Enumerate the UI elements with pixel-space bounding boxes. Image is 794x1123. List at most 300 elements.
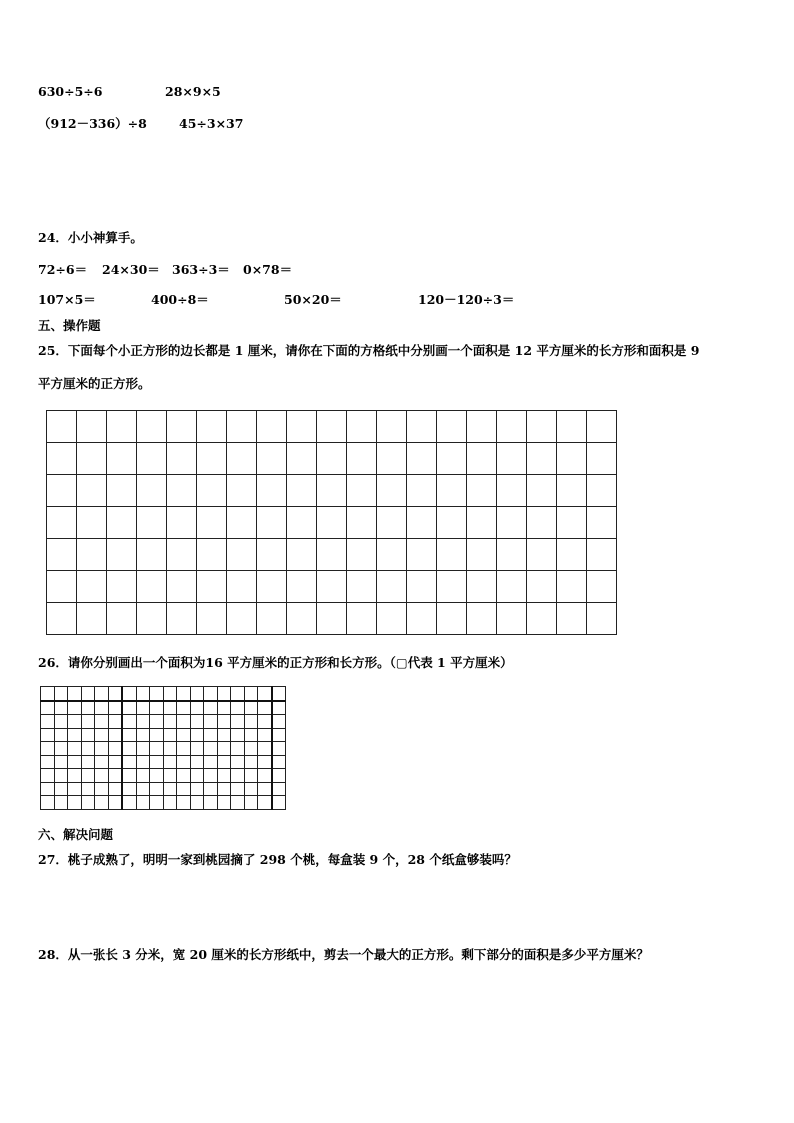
grid-cell[interactable] [244, 755, 258, 769]
grid-cell[interactable] [587, 443, 617, 475]
grid-cell[interactable] [107, 443, 137, 475]
grid-cell[interactable] [377, 571, 407, 603]
grid-cell[interactable] [150, 715, 164, 729]
grid-cell[interactable] [287, 411, 317, 443]
grid-cell[interactable] [190, 796, 204, 810]
grid-cell[interactable] [227, 475, 257, 507]
grid-cell[interactable] [347, 603, 377, 635]
grid-cell[interactable] [244, 796, 258, 810]
grid-cell[interactable] [163, 796, 177, 810]
grid-cell[interactable] [587, 539, 617, 571]
grid-cell[interactable] [107, 539, 137, 571]
grid-cell[interactable] [81, 728, 95, 742]
grid-cell[interactable] [136, 796, 150, 810]
grid-cell[interactable] [231, 715, 245, 729]
grid-cell[interactable] [107, 507, 137, 539]
grid-cell[interactable] [258, 742, 272, 756]
grid-cell[interactable] [287, 571, 317, 603]
q25-square-grid[interactable] [46, 410, 617, 635]
grid-cell[interactable] [95, 701, 109, 715]
grid-cell[interactable] [527, 475, 557, 507]
grid-cell[interactable] [122, 701, 136, 715]
grid-cell[interactable] [272, 715, 286, 729]
grid-cell[interactable] [68, 701, 82, 715]
grid-cell[interactable] [231, 796, 245, 810]
grid-cell[interactable] [287, 539, 317, 571]
grid-cell[interactable] [258, 796, 272, 810]
grid-cell[interactable] [227, 443, 257, 475]
grid-cell[interactable] [227, 603, 257, 635]
grid-cell[interactable] [527, 539, 557, 571]
grid-cell[interactable] [317, 603, 347, 635]
grid-cell[interactable] [317, 411, 347, 443]
grid-cell[interactable] [95, 796, 109, 810]
grid-cell[interactable] [68, 755, 82, 769]
grid-cell[interactable] [122, 742, 136, 756]
grid-cell[interactable] [137, 539, 167, 571]
grid-cell[interactable] [107, 411, 137, 443]
grid-cell[interactable] [347, 571, 377, 603]
grid-cell[interactable] [258, 715, 272, 729]
grid-cell[interactable] [407, 571, 437, 603]
grid-cell[interactable] [163, 728, 177, 742]
grid-cell[interactable] [81, 782, 95, 796]
grid-cell[interactable] [163, 742, 177, 756]
grid-cell[interactable] [204, 782, 218, 796]
grid-cell[interactable] [272, 742, 286, 756]
grid-cell[interactable] [108, 769, 122, 783]
grid-cell[interactable] [407, 475, 437, 507]
grid-cell[interactable] [54, 782, 68, 796]
grid-cell[interactable] [287, 443, 317, 475]
grid-cell[interactable] [467, 571, 497, 603]
grid-cell[interactable] [167, 571, 197, 603]
grid-cell[interactable] [244, 742, 258, 756]
grid-cell[interactable] [150, 782, 164, 796]
grid-cell[interactable] [437, 507, 467, 539]
grid-cell[interactable] [497, 571, 527, 603]
grid-cell[interactable] [272, 687, 286, 701]
grid-cell[interactable] [287, 507, 317, 539]
grid-cell[interactable] [527, 571, 557, 603]
grid-cell[interactable] [204, 715, 218, 729]
grid-cell[interactable] [557, 571, 587, 603]
grid-cell[interactable] [437, 539, 467, 571]
grid-cell[interactable] [122, 782, 136, 796]
grid-cell[interactable] [136, 742, 150, 756]
grid-cell[interactable] [287, 475, 317, 507]
grid-cell[interactable] [41, 755, 55, 769]
grid-cell[interactable] [257, 539, 287, 571]
grid-cell[interactable] [122, 687, 136, 701]
grid-cell[interactable] [437, 603, 467, 635]
grid-cell[interactable] [41, 769, 55, 783]
grid-cell[interactable] [68, 769, 82, 783]
grid-cell[interactable] [77, 443, 107, 475]
grid-cell[interactable] [257, 475, 287, 507]
grid-cell[interactable] [272, 769, 286, 783]
oral-calc-item: 400÷8＝ [151, 292, 209, 307]
grid-cell[interactable] [108, 742, 122, 756]
grid-cell[interactable] [231, 701, 245, 715]
grid-cell[interactable] [197, 571, 227, 603]
grid-cell[interactable] [437, 571, 467, 603]
grid-cell[interactable] [587, 475, 617, 507]
grid-cell[interactable] [54, 728, 68, 742]
grid-cell[interactable] [68, 687, 82, 701]
grid-cell[interactable] [258, 687, 272, 701]
grid-cell[interactable] [95, 755, 109, 769]
grid-cell[interactable] [227, 507, 257, 539]
q26-square-grid[interactable] [40, 686, 286, 810]
grid-cell[interactable] [122, 728, 136, 742]
grid-cell[interactable] [497, 603, 527, 635]
grid-cell[interactable] [377, 443, 407, 475]
grid-cell[interactable] [197, 603, 227, 635]
grid-cell[interactable] [122, 796, 136, 810]
grid-cell[interactable] [54, 796, 68, 810]
grid-cell[interactable] [137, 443, 167, 475]
grid-cell[interactable] [217, 701, 231, 715]
grid-cell[interactable] [437, 443, 467, 475]
grid-cell[interactable] [81, 687, 95, 701]
grid-cell[interactable] [257, 443, 287, 475]
grid-cell[interactable] [177, 796, 191, 810]
grid-cell[interactable] [244, 701, 258, 715]
grid-cell[interactable] [497, 411, 527, 443]
grid-cell[interactable] [231, 742, 245, 756]
grid-cell[interactable] [557, 475, 587, 507]
grid-cell[interactable] [167, 603, 197, 635]
grid-cell[interactable] [137, 411, 167, 443]
grid-cell[interactable] [497, 443, 527, 475]
grid-cell[interactable] [557, 411, 587, 443]
grid-cell[interactable] [244, 687, 258, 701]
grid-cell[interactable] [177, 755, 191, 769]
grid-cell[interactable] [68, 796, 82, 810]
grid-cell[interactable] [77, 507, 107, 539]
grid-cell[interactable] [217, 755, 231, 769]
grid-cell[interactable] [204, 769, 218, 783]
grid-cell[interactable] [204, 687, 218, 701]
grid-cell[interactable] [136, 755, 150, 769]
grid-cell[interactable] [227, 571, 257, 603]
grid-cell[interactable] [557, 539, 587, 571]
grid-cell[interactable] [467, 443, 497, 475]
grid-cell[interactable] [77, 475, 107, 507]
grid-cell[interactable] [407, 411, 437, 443]
grid-cell[interactable] [587, 571, 617, 603]
grid-cell[interactable] [122, 769, 136, 783]
grid-cell[interactable] [136, 782, 150, 796]
grid-cell[interactable] [108, 796, 122, 810]
grid-cell[interactable] [244, 782, 258, 796]
grid-cell[interactable] [347, 411, 377, 443]
grid-cell[interactable] [107, 571, 137, 603]
grid-cell[interactable] [217, 769, 231, 783]
grid-cell[interactable] [204, 728, 218, 742]
grid-cell[interactable] [95, 715, 109, 729]
grid-cell[interactable] [136, 701, 150, 715]
grid-cell[interactable] [81, 769, 95, 783]
grid-cell[interactable] [150, 701, 164, 715]
grid-cell[interactable] [41, 728, 55, 742]
grid-cell[interactable] [287, 603, 317, 635]
grid-cell[interactable] [81, 742, 95, 756]
grid-cell[interactable] [136, 769, 150, 783]
grid-cell[interactable] [272, 755, 286, 769]
grid-cell[interactable] [347, 539, 377, 571]
grid-cell[interactable] [258, 769, 272, 783]
grid-cell[interactable] [41, 715, 55, 729]
grid-cell[interactable] [257, 603, 287, 635]
grid-cell[interactable] [347, 507, 377, 539]
grid-cell[interactable] [527, 443, 557, 475]
grid-cell[interactable] [557, 603, 587, 635]
grid-cell[interactable] [163, 701, 177, 715]
grid-cell[interactable] [177, 728, 191, 742]
grid-cell[interactable] [231, 782, 245, 796]
grid-cell[interactable] [467, 411, 497, 443]
grid-cell[interactable] [54, 742, 68, 756]
grid-cell[interactable] [197, 539, 227, 571]
grid-cell[interactable] [231, 755, 245, 769]
grid-cell[interactable] [317, 443, 347, 475]
grid-cell[interactable] [108, 715, 122, 729]
grid-cell[interactable] [190, 687, 204, 701]
grid-cell[interactable] [108, 755, 122, 769]
grid-cell[interactable] [204, 796, 218, 810]
grid-cell[interactable] [41, 742, 55, 756]
grid-cell[interactable] [217, 715, 231, 729]
grid-cell[interactable] [377, 411, 407, 443]
grid-cell[interactable] [197, 443, 227, 475]
grid-cell[interactable] [108, 701, 122, 715]
section-heading: 五、操作题 [38, 318, 101, 333]
grid-cell[interactable] [41, 782, 55, 796]
grid-cell[interactable] [347, 475, 377, 507]
grid-cell[interactable] [77, 571, 107, 603]
grid-cell[interactable] [177, 687, 191, 701]
grid-cell[interactable] [95, 687, 109, 701]
grid-cell[interactable] [167, 507, 197, 539]
grid-cell[interactable] [150, 687, 164, 701]
grid-cell[interactable] [137, 603, 167, 635]
grid-cell[interactable] [107, 603, 137, 635]
grid-cell[interactable] [95, 782, 109, 796]
grid-cell[interactable] [244, 728, 258, 742]
grid-cell[interactable] [257, 411, 287, 443]
grid-cell[interactable] [527, 507, 557, 539]
grid-cell[interactable] [68, 782, 82, 796]
grid-cell[interactable] [177, 782, 191, 796]
grid-cell[interactable] [204, 742, 218, 756]
grid-cell[interactable] [197, 475, 227, 507]
grid-cell[interactable] [177, 742, 191, 756]
grid-cell[interactable] [137, 475, 167, 507]
grid-cell[interactable] [217, 728, 231, 742]
grid-cell[interactable] [272, 796, 286, 810]
grid-cell[interactable] [177, 769, 191, 783]
grid-cell[interactable] [150, 728, 164, 742]
grid-cell[interactable] [347, 443, 377, 475]
grid-cell[interactable] [258, 782, 272, 796]
grid-cell[interactable] [377, 603, 407, 635]
grid-cell[interactable] [467, 475, 497, 507]
grid-cell[interactable] [190, 742, 204, 756]
grid-cell[interactable] [190, 701, 204, 715]
grid-cell[interactable] [217, 687, 231, 701]
grid-cell[interactable] [137, 571, 167, 603]
grid-cell[interactable] [150, 769, 164, 783]
grid-cell[interactable] [227, 411, 257, 443]
grid-cell[interactable] [407, 539, 437, 571]
grid-cell[interactable] [47, 603, 77, 635]
grid-cell[interactable] [54, 769, 68, 783]
grid-cell[interactable] [81, 796, 95, 810]
grid-cell[interactable] [244, 769, 258, 783]
grid-cell[interactable] [437, 411, 467, 443]
grid-cell[interactable] [81, 755, 95, 769]
grid-cell[interactable] [167, 475, 197, 507]
grid-cell[interactable] [54, 687, 68, 701]
grid-cell[interactable] [177, 701, 191, 715]
grid-cell[interactable] [54, 701, 68, 715]
grid-cell[interactable] [527, 411, 557, 443]
grid-cell[interactable] [257, 571, 287, 603]
grid-cell[interactable] [437, 475, 467, 507]
grid-cell[interactable] [108, 728, 122, 742]
grid-cell[interactable] [68, 742, 82, 756]
grid-cell[interactable] [47, 475, 77, 507]
grid-cell[interactable] [137, 507, 167, 539]
grid-cell[interactable] [41, 687, 55, 701]
grid-cell[interactable] [407, 507, 437, 539]
grid-cell[interactable] [258, 728, 272, 742]
grid-cell[interactable] [557, 507, 587, 539]
grid-cell[interactable] [231, 687, 245, 701]
grid-cell[interactable] [77, 411, 107, 443]
grid-cell[interactable] [587, 603, 617, 635]
grid-cell[interactable] [47, 539, 77, 571]
grid-cell[interactable] [54, 715, 68, 729]
grid-cell[interactable] [497, 475, 527, 507]
grid-cell[interactable] [190, 728, 204, 742]
grid-cell[interactable] [81, 701, 95, 715]
grid-cell[interactable] [272, 728, 286, 742]
grid-cell[interactable] [377, 539, 407, 571]
q26-text: 26．请你分别画出一个面积为16 平方厘米的正方形和长方形。（▢代表 1 平方厘米） [38, 655, 513, 670]
grid-cell[interactable] [68, 728, 82, 742]
grid-cell[interactable] [377, 475, 407, 507]
grid-cell[interactable] [81, 715, 95, 729]
grid-cell[interactable] [190, 755, 204, 769]
grid-cell[interactable] [197, 411, 227, 443]
grid-cell[interactable] [47, 443, 77, 475]
grid-cell[interactable] [197, 507, 227, 539]
grid-cell[interactable] [587, 411, 617, 443]
grid-cell[interactable] [317, 539, 347, 571]
grid-cell[interactable] [272, 701, 286, 715]
grid-cell[interactable] [467, 539, 497, 571]
grid-cell[interactable] [244, 715, 258, 729]
grid-cell[interactable] [407, 603, 437, 635]
grid-cell[interactable] [136, 687, 150, 701]
grid-cell[interactable] [107, 475, 137, 507]
grid-cell[interactable] [95, 742, 109, 756]
grid-cell[interactable] [77, 603, 107, 635]
grid-cell[interactable] [163, 715, 177, 729]
grid-cell[interactable] [217, 796, 231, 810]
grid-cell[interactable] [231, 769, 245, 783]
grid-cell[interactable] [257, 507, 287, 539]
grid-cell[interactable] [68, 715, 82, 729]
grid-cell[interactable] [122, 715, 136, 729]
grid-cell[interactable] [190, 769, 204, 783]
grid-cell[interactable] [122, 755, 136, 769]
grid-cell[interactable] [47, 507, 77, 539]
grid-cell[interactable] [467, 507, 497, 539]
grid-cell[interactable] [467, 603, 497, 635]
grid-cell[interactable] [41, 796, 55, 810]
grid-cell[interactable] [167, 539, 197, 571]
grid-cell[interactable] [317, 507, 347, 539]
grid-cell[interactable] [407, 443, 437, 475]
grid-cell[interactable] [95, 769, 109, 783]
grid-cell[interactable] [227, 539, 257, 571]
grid-cell[interactable] [163, 782, 177, 796]
grid-cell[interactable] [272, 782, 286, 796]
grid-cell[interactable] [217, 782, 231, 796]
grid-cell[interactable] [317, 475, 347, 507]
grid-cell[interactable] [258, 701, 272, 715]
grid-cell[interactable] [150, 796, 164, 810]
grid-cell[interactable] [136, 728, 150, 742]
grid-cell[interactable] [47, 411, 77, 443]
grid-cell[interactable] [377, 507, 407, 539]
grid-cell[interactable] [557, 443, 587, 475]
grid-cell[interactable] [136, 715, 150, 729]
grid-cell[interactable] [163, 769, 177, 783]
grid-cell[interactable] [204, 755, 218, 769]
grid-cell[interactable] [167, 411, 197, 443]
grid-cell[interactable] [108, 687, 122, 701]
grid-cell[interactable] [150, 755, 164, 769]
grid-cell[interactable] [231, 728, 245, 742]
grid-cell[interactable] [150, 742, 164, 756]
grid-cell[interactable] [54, 755, 68, 769]
grid-cell[interactable] [527, 603, 557, 635]
grid-cell[interactable] [41, 701, 55, 715]
grid-cell[interactable] [258, 755, 272, 769]
grid-cell[interactable] [204, 701, 218, 715]
grid-cell[interactable] [497, 539, 527, 571]
grid-cell[interactable] [190, 715, 204, 729]
grid-cell[interactable] [497, 507, 527, 539]
grid-cell[interactable] [587, 507, 617, 539]
grid-cell[interactable] [95, 728, 109, 742]
grid-cell[interactable] [47, 571, 77, 603]
grid-cell[interactable] [317, 571, 347, 603]
grid-cell[interactable] [163, 687, 177, 701]
grid-cell[interactable] [163, 755, 177, 769]
grid-cell[interactable] [167, 443, 197, 475]
grid-cell[interactable] [190, 782, 204, 796]
grid-cell[interactable] [177, 715, 191, 729]
grid-cell[interactable] [77, 539, 107, 571]
grid-cell[interactable] [217, 742, 231, 756]
grid-cell[interactable] [108, 782, 122, 796]
